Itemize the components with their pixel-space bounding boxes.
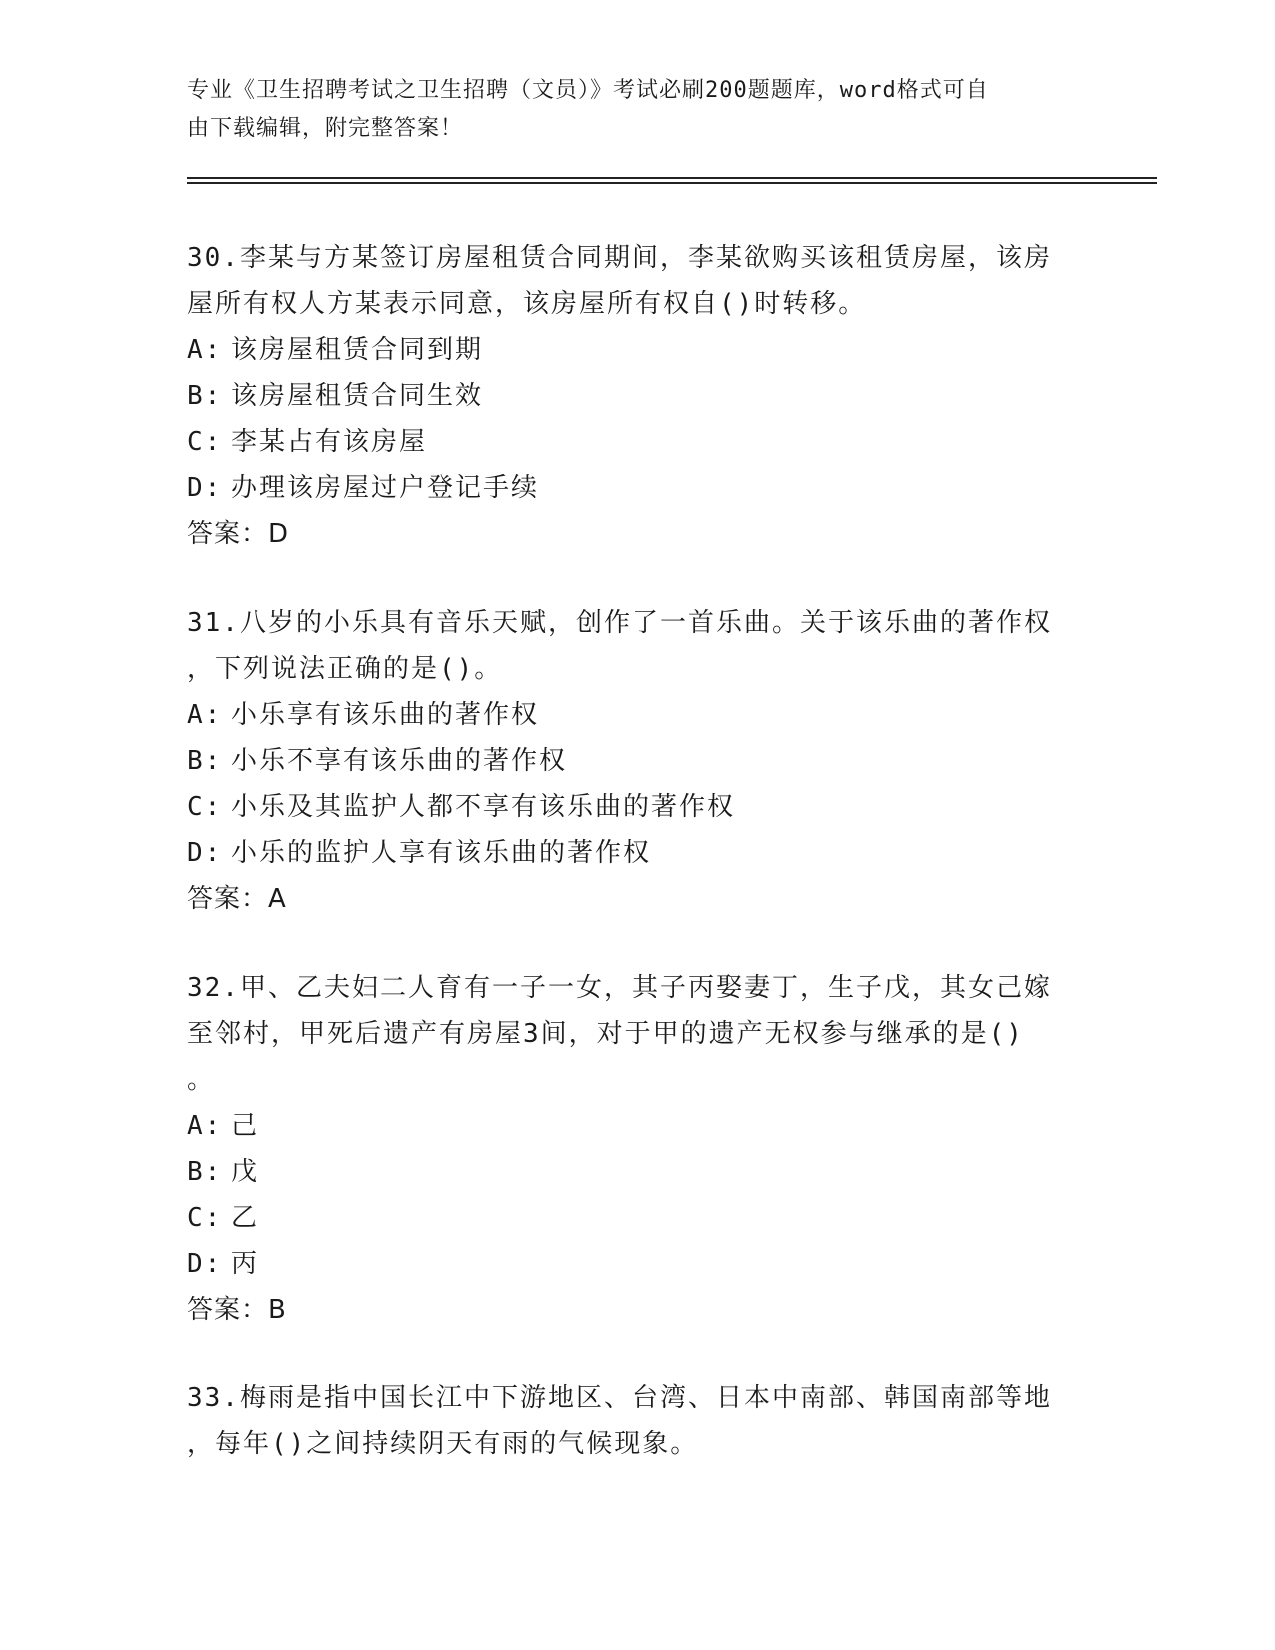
- option-letter: C:: [187, 1203, 223, 1233]
- option-text: 己: [231, 1111, 260, 1141]
- option-text: 小乐的监护人享有该乐曲的著作权: [231, 838, 652, 868]
- option-letter: B:: [187, 1157, 223, 1187]
- option-letter: A:: [187, 335, 223, 365]
- question-stem-line: 33.梅雨是指中国长江中下游地区、台湾、日本中南部、韩国南部等地: [187, 1383, 1052, 1413]
- option-letter: C:: [187, 427, 223, 457]
- option-c: [187, 784, 1077, 830]
- option-d: [187, 465, 1077, 511]
- option-letter: C:: [187, 792, 223, 822]
- option-b: [187, 1149, 1077, 1195]
- answer-label: 答案：A: [187, 884, 287, 914]
- option-text: 小乐及其监护人都不享有该乐曲的著作权: [231, 792, 736, 822]
- question-stem-line: 30.李某与方某签订房屋租赁合同期间，李某欲购买该租赁房屋，该房: [187, 243, 1052, 273]
- header-divider-top: [187, 177, 1157, 179]
- question-32: [187, 965, 1077, 1333]
- option-letter: B:: [187, 746, 223, 776]
- option-c: [187, 1195, 1077, 1241]
- option-text: 该房屋租赁合同生效: [231, 381, 484, 411]
- header-line-1: 专业《卫生招聘考试之卫生招聘（文员）》考试必刷200题题库，word格式可自: [187, 78, 989, 103]
- question-stem-line: 。: [187, 1065, 216, 1095]
- option-a: [187, 692, 1077, 738]
- question-stem-line: 屋所有权人方某表示同意，该房屋所有权自()时转移。: [187, 289, 867, 319]
- option-text: 该房屋租赁合同到期: [231, 335, 484, 365]
- answer-label: 答案：B: [187, 1295, 287, 1325]
- option-letter: A:: [187, 1111, 223, 1141]
- question-31: [187, 600, 1077, 922]
- header-line-2: 由下载编辑，附完整答案！: [187, 116, 464, 141]
- question-stem-line: 至邻村，甲死后遗产有房屋3间，对于甲的遗产无权参与继承的是(): [187, 1019, 1024, 1049]
- option-letter: D:: [187, 473, 223, 503]
- option-b: [187, 738, 1077, 784]
- option-text: 戊: [231, 1157, 260, 1187]
- answer-label: 答案：D: [187, 519, 290, 549]
- document-header: [187, 72, 1067, 148]
- option-text: 小乐享有该乐曲的著作权: [231, 700, 540, 730]
- question-stem-line: ，下列说法正确的是()。: [187, 654, 503, 684]
- question-33: [187, 1375, 1077, 1467]
- option-text: 小乐不享有该乐曲的著作权: [231, 746, 568, 776]
- option-b: [187, 373, 1077, 419]
- option-text: 办理该房屋过户登记手续: [231, 473, 540, 503]
- option-a: [187, 1103, 1077, 1149]
- option-d: [187, 830, 1077, 876]
- question-stem-line: 31.八岁的小乐具有音乐天赋，创作了一首乐曲。关于该乐曲的著作权: [187, 608, 1052, 638]
- option-d: [187, 1241, 1077, 1287]
- option-letter: A:: [187, 700, 223, 730]
- question-stem-line: ，每年()之间持续阴天有雨的气候现象。: [187, 1429, 699, 1459]
- option-text: 丙: [231, 1249, 260, 1279]
- question-stem-line: 32.甲、乙夫妇二人育有一子一女，其子丙娶妻丁，生子戊，其女己嫁: [187, 973, 1052, 1003]
- option-letter: B:: [187, 381, 223, 411]
- option-text: 李某占有该房屋: [231, 427, 428, 457]
- option-letter: D:: [187, 838, 223, 868]
- option-text: 乙: [231, 1203, 260, 1233]
- option-c: [187, 419, 1077, 465]
- option-a: [187, 327, 1077, 373]
- option-letter: D:: [187, 1249, 223, 1279]
- question-30: [187, 235, 1077, 557]
- header-divider-bottom: [187, 182, 1157, 184]
